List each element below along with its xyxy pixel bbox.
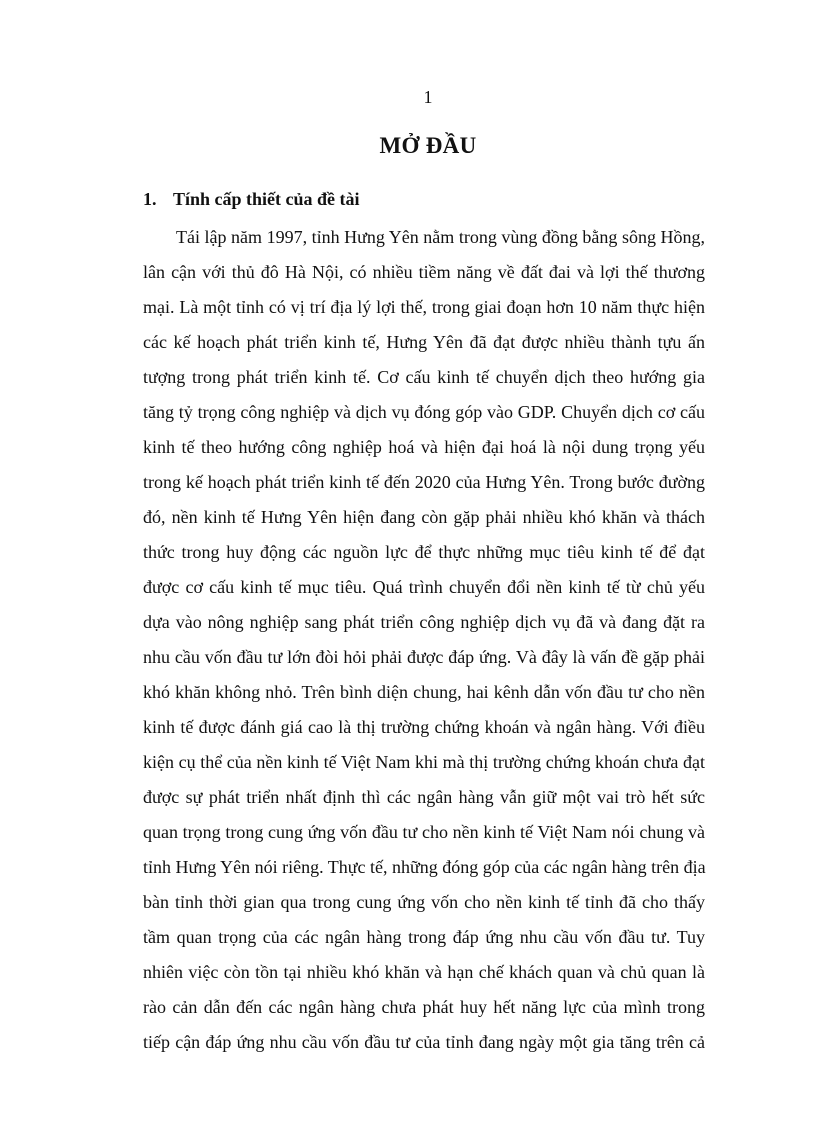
- paragraph-line: kinh tế theo hướng công nghiệp hoá và hiện đại hoá là nội dung trọng yếu: [143, 437, 705, 457]
- paragraph-line: được sự phát triển nhất định thì các ngân hàng vẫn giữ một vai trò hết sức: [143, 787, 705, 807]
- paragraph-line: các kế hoạch phát triển kinh tế, Hưng Yên đã đạt được nhiều thành tựu ấn: [143, 332, 705, 352]
- paragraph-line: rào cản dẫn đến các ngân hàng chưa phát huy hết năng lực của mình trong: [143, 997, 705, 1017]
- paragraph-line: trong kế hoạch phát triển kinh tế đến 2020 của Hưng Yên. Trong bước đường: [143, 472, 705, 492]
- paragraph-line: nhu cầu vốn đầu tư lớn đòi hỏi phải được đáp ứng. Và đây là vấn đề gặp phải: [143, 647, 705, 667]
- paragraph-line: quan trọng trong cung ứng vốn đầu tư cho nền kinh tế Việt Nam nói chung và: [143, 822, 705, 842]
- page-title: MỞ ĐẦU: [379, 133, 477, 158]
- paragraph-line: thức trong huy động các nguồn lực để thực những mục tiêu kinh tế để đạt: [143, 542, 705, 562]
- paragraph-line: tầm quan trọng của các ngân hàng trong đáp ứng nhu cầu vốn đầu tư. Tuy: [143, 927, 705, 947]
- paragraph-line: đó, nền kinh tế Hưng Yên hiện đang còn gặp phải nhiều khó khăn và thách: [143, 507, 705, 527]
- paragraph-line: lân cận với thủ đô Hà Nội, có nhiều tiềm năng về đất đai và lợi thế thương: [143, 262, 705, 282]
- paragraph-line: được cơ cấu kinh tế mục tiêu. Quá trình chuyển đổi nền kinh tế từ chủ yếu: [143, 577, 705, 597]
- paragraph-line: Tái lập năm 1997, tỉnh Hưng Yên nằm trong vùng đồng bằng sông Hồng,: [176, 227, 705, 247]
- paragraph-line: dựa vào nông nghiệp sang phát triển công nghiệp dịch vụ đã và đang đặt ra: [143, 612, 705, 632]
- paragraph-line: kiện cụ thể của nền kinh tế Việt Nam khi mà thị trường chứng khoán chưa đạt: [143, 752, 705, 772]
- paragraph-line: kinh tế được đánh giá cao là thị trường chứng khoán và ngân hàng. Với điều: [143, 717, 705, 737]
- paragraph-line: khó khăn không nhỏ. Trên bình diện chung, hai kênh dẫn vốn đầu tư cho nền: [143, 682, 705, 702]
- paragraph-line: tỉnh Hưng Yên nói riêng. Thực tế, những đóng góp của các ngân hàng trên địa: [143, 857, 706, 877]
- paragraph-line: nhiên việc còn tồn tại nhiều khó khăn và hạn chế khách quan và chủ quan là: [143, 962, 705, 982]
- paragraph-line: tiếp cận đáp ứng nhu cầu vốn đầu tư của tỉnh đang ngày một gia tăng trên cả: [143, 1032, 705, 1052]
- paragraph-line: mại. Là một tỉnh có vị trí địa lý lợi thế, trong giai đoạn hơn 10 năm thực hiện: [143, 297, 705, 317]
- paragraph-line: bàn tỉnh thời gian qua trong cung ứng vốn cho nền kinh tế tỉnh đã cho thấy: [143, 892, 705, 912]
- section-number: 1.: [143, 189, 157, 209]
- paragraph-line: tăng tỷ trọng công nghiệp và dịch vụ đóng góp vào GDP. Chuyển dịch cơ cấu: [143, 402, 705, 422]
- paragraph-line: tượng trong phát triển kinh tế. Cơ cấu kinh tế chuyển dịch theo hướng gia: [143, 367, 705, 387]
- section-title: Tính cấp thiết của đề tài: [173, 189, 360, 209]
- section-heading: [143, 188, 360, 210]
- page-number: 1: [423, 87, 433, 107]
- body-paragraph: [143, 220, 705, 1060]
